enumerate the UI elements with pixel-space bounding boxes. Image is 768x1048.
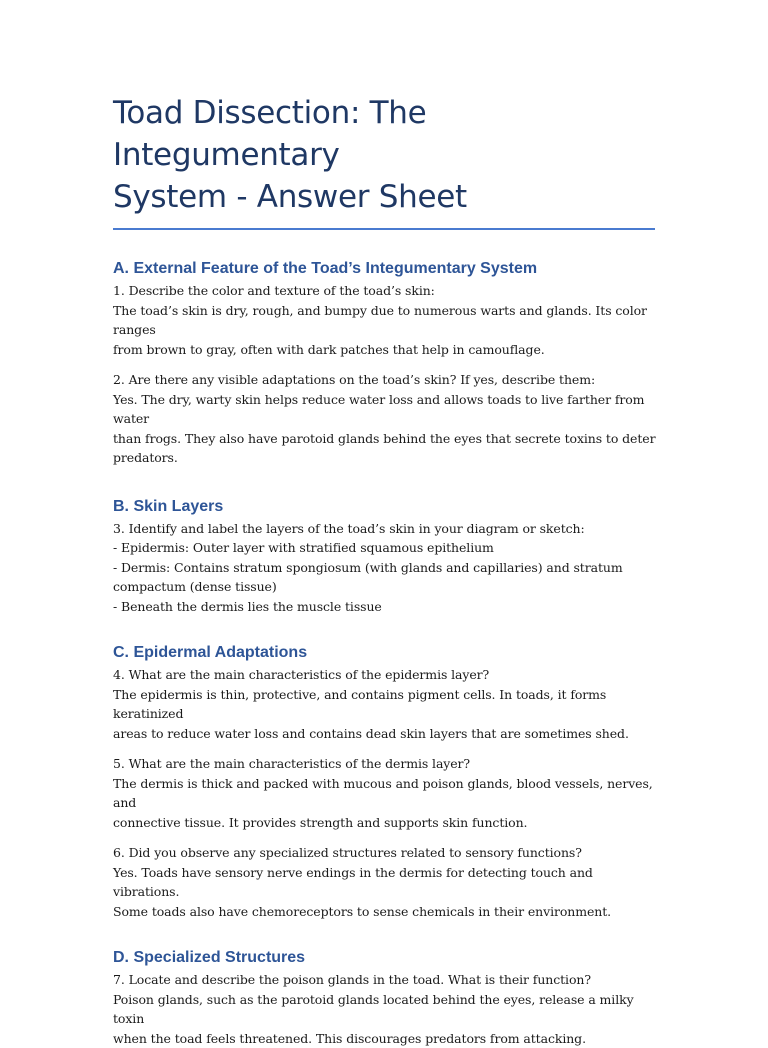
question-7-block [113,970,658,1048]
document-page [113,92,658,1048]
question-text: 1. Describe the color and texture of the toad’s skin: [113,281,658,301]
question-text: 4. What are the main characteristics of the epidermis layer? [113,665,658,685]
answer-text: The dermis is thick and packed with mucous and poison glands, blood vessels, nerves, and [113,774,658,813]
section-a [113,258,658,468]
answer-text: Some toads also have chemoreceptors to sense chemicals in their environment. [113,902,658,922]
question-2-block [113,370,658,468]
title-line-1: Toad Dissection: The Integumentary [113,92,658,176]
title-line-2: System - Answer Sheet [113,176,658,218]
question-text: 3. Identify and label the layers of the toad’s skin in your diagram or sketch: [113,519,658,539]
answer-text: - Epidermis: Outer layer with stratified squamous epithelium [113,538,658,558]
question-text: 7. Locate and describe the poison glands in the toad. What is their function? [113,970,658,990]
section-heading: D. Specialized Structures [113,947,658,969]
answer-text: - Beneath the dermis lies the muscle tissue [113,597,658,617]
section-heading: C. Epidermal Adaptations [113,642,658,664]
question-5-block [113,754,658,832]
section-d [113,947,658,1048]
answer-text: predators. [113,448,658,468]
title-underline [113,228,655,230]
question-1-block [113,281,658,359]
question-text: 2. Are there any visible adaptations on the toad’s skin? If yes, describe them: [113,370,658,390]
answer-text: areas to reduce water loss and contains dead skin layers that are sometimes shed. [113,724,658,744]
answer-text: - Dermis: Contains stratum spongiosum (with glands and capillaries) and stratum [113,558,658,578]
section-heading: B. Skin Layers [113,496,658,518]
answer-text: Poison glands, such as the parotoid glands located behind the eyes, release a milky toxin [113,990,658,1029]
answer-text: Yes. Toads have sensory nerve endings in the dermis for detecting touch and vibrations. [113,863,658,902]
answer-text: The toad’s skin is dry, rough, and bumpy due to numerous warts and glands. Its color ranges [113,301,658,340]
section-heading: A. External Feature of the Toad’s Integumentary System [113,258,658,280]
answer-text: when the toad feels threatened. This discourages predators from attacking. [113,1029,658,1048]
answer-text: compactum (dense tissue) [113,577,658,597]
question-6-block [113,843,658,921]
answer-text: from brown to gray, often with dark patches that help in camouflage. [113,340,658,360]
question-text: 5. What are the main characteristics of the dermis layer? [113,754,658,774]
answer-text: than frogs. They also have parotoid glands behind the eyes that secrete toxins to deter [113,429,658,449]
question-text: 6. Did you observe any specialized structures related to sensory functions? [113,843,658,863]
section-b [113,496,658,617]
question-3-block [113,519,658,617]
answer-text: The epidermis is thin, protective, and contains pigment cells. In toads, it forms keratinized [113,685,658,724]
question-4-block [113,665,658,743]
answer-text: connective tissue. It provides strength and supports skin function. [113,813,658,833]
answer-text: Yes. The dry, warty skin helps reduce water loss and allows toads to live farther from water [113,390,658,429]
section-c [113,642,658,921]
document-title [113,92,658,218]
